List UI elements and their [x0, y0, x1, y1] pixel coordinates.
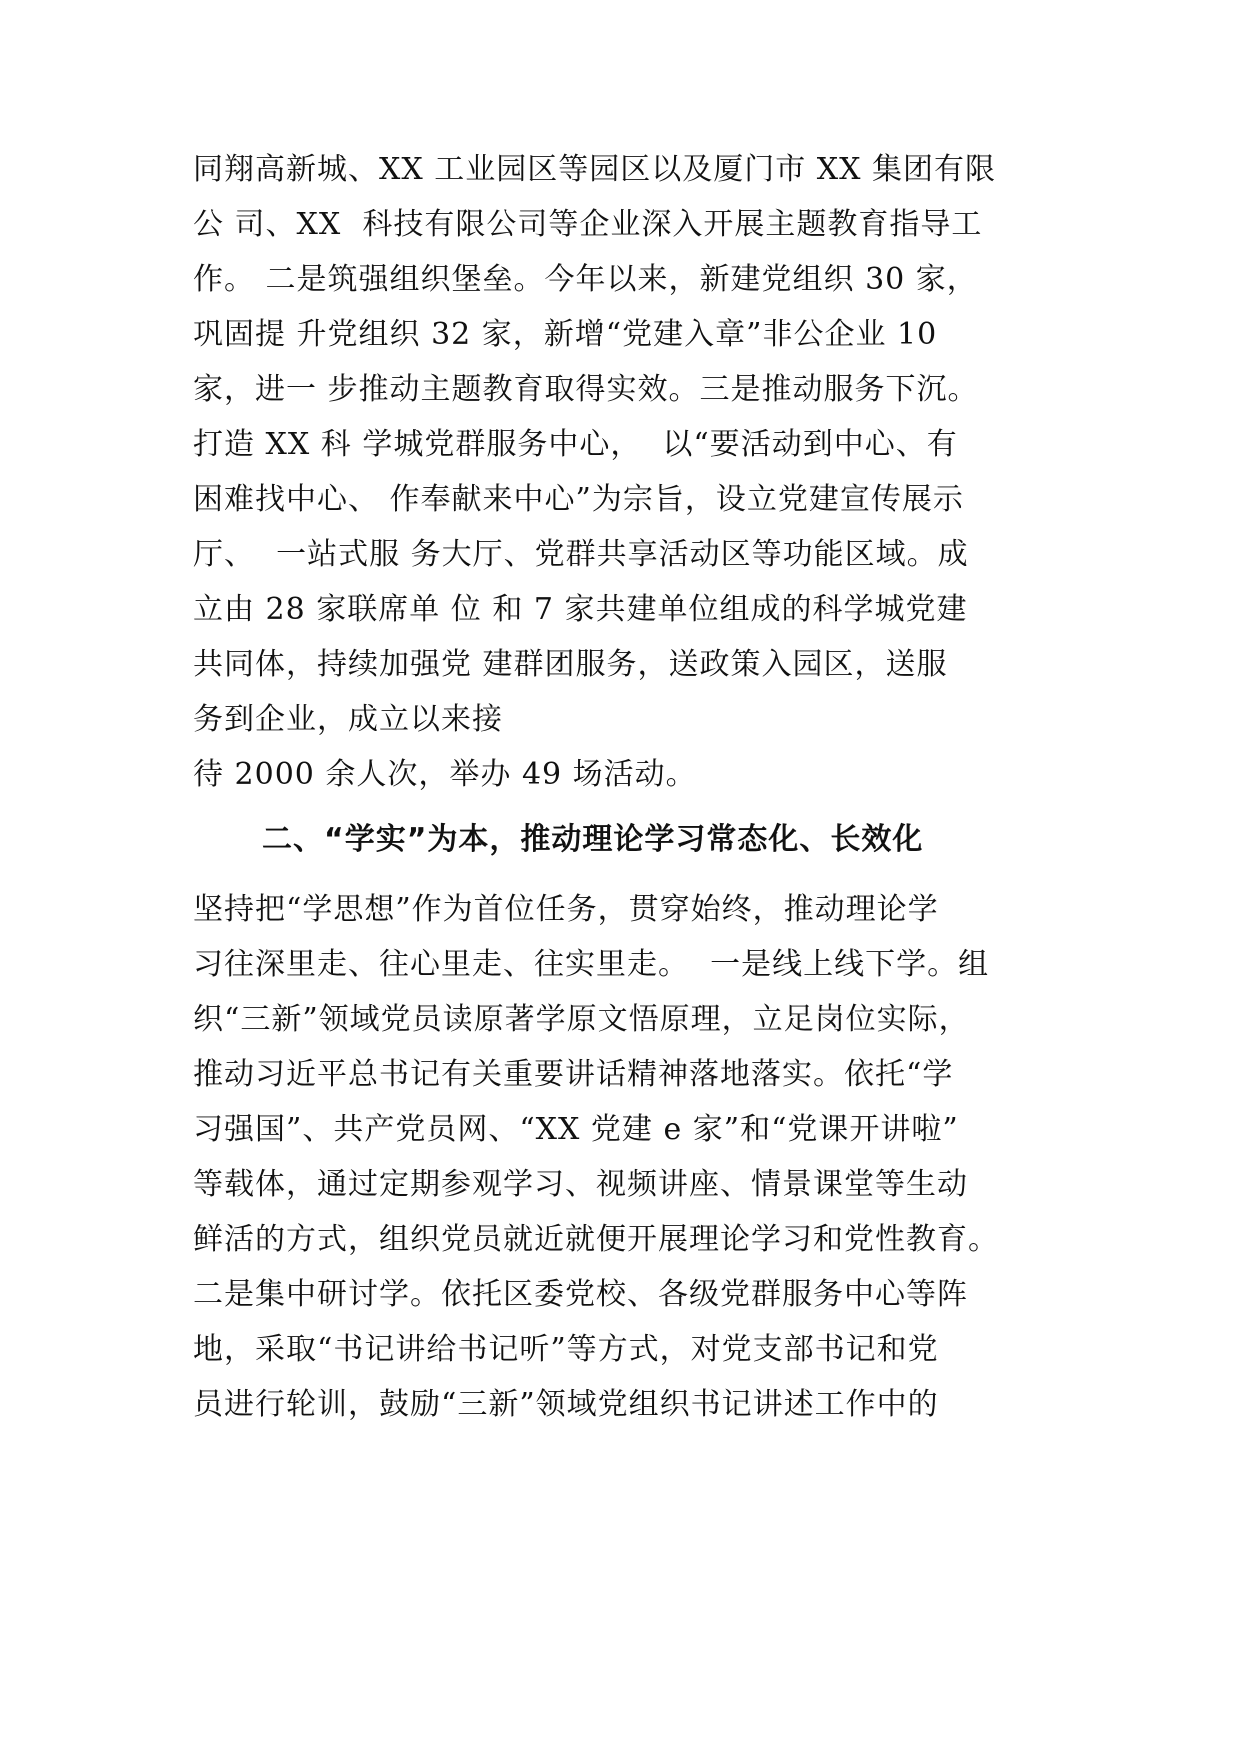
paragraph-line: 织“三新”领域党员读原著学原文悟原理，立足岗位实际，	[193, 1002, 970, 1037]
paragraph-line: 等载体，通过定期参观学习、视频讲座、情景课堂等生动	[193, 1167, 968, 1202]
paragraph-line: 困难找中心、 作奉献来中心”为宗旨，设立党建宣传展示	[193, 482, 964, 517]
paragraph-line: 立由 28 家联席单 位 和 7 家共建单位组成的科学城党建	[193, 592, 968, 627]
paragraph-line: 共同体，持续加强党 建群团服务，送政策入园区，送服	[193, 647, 948, 682]
paragraph-line: 务到企业，成立以来接	[193, 702, 503, 737]
section-heading: 二、“学实”为本，推动理论学习常态化、长效化	[262, 822, 924, 857]
paragraph-line: 员进行轮训，鼓励“三新”领域党组织书记讲述工作中的	[193, 1387, 939, 1422]
paragraph-line: 习往深里走、往心里走、往实里走。 一是线上线下学。组	[193, 947, 990, 982]
paragraph-line: 推动习近平总书记有关重要讲话精神落地落实。依托“学	[193, 1057, 954, 1092]
paragraph-line: 二是集中研讨学。依托区委党校、各级党群服务中心等阵	[193, 1277, 968, 1312]
paragraph-line: 公 司、XX 科技有限公司等企业深入开展主题教育指导工	[193, 207, 983, 242]
paragraph-line: 同翔高新城、XX 工业园区等园区以及厦门市 XX 集团有限	[193, 152, 997, 187]
paragraph-line: 待 2000 余人次，举办 49 场活动。	[193, 757, 697, 792]
paragraph-line: 地，采取“书记讲给书记听”等方式，对党支部书记和党	[193, 1332, 939, 1367]
paragraph-line: 坚持把“学思想”作为首位任务，贯穿始终，推动理论学	[193, 892, 939, 927]
paragraph-line: 鲜活的方式，组织党员就近就便开展理论学习和党性教育。	[193, 1222, 999, 1257]
paragraph-line: 厅、 一站式服 务大厅、党群共享活动区等功能区域。成	[193, 537, 969, 572]
paragraph-line: 习强国”、共产党员网、“XX 党建 e 家”和“党课开讲啦”	[193, 1112, 959, 1147]
paragraph-line: 巩固提 升党组织 32 家，新增“党建入章”非公企业 10	[193, 317, 938, 352]
paragraph-line: 家，进一 步推动主题教育取得实效。三是推动服务下沉。	[193, 372, 979, 407]
paragraph-line: 打造 XX 科 学城党群服务中心， 以“要活动到中心、有	[193, 427, 958, 462]
paragraph-line: 作。 二是筑强组织堡垒。今年以来，新建党组织 30 家，	[193, 262, 978, 297]
